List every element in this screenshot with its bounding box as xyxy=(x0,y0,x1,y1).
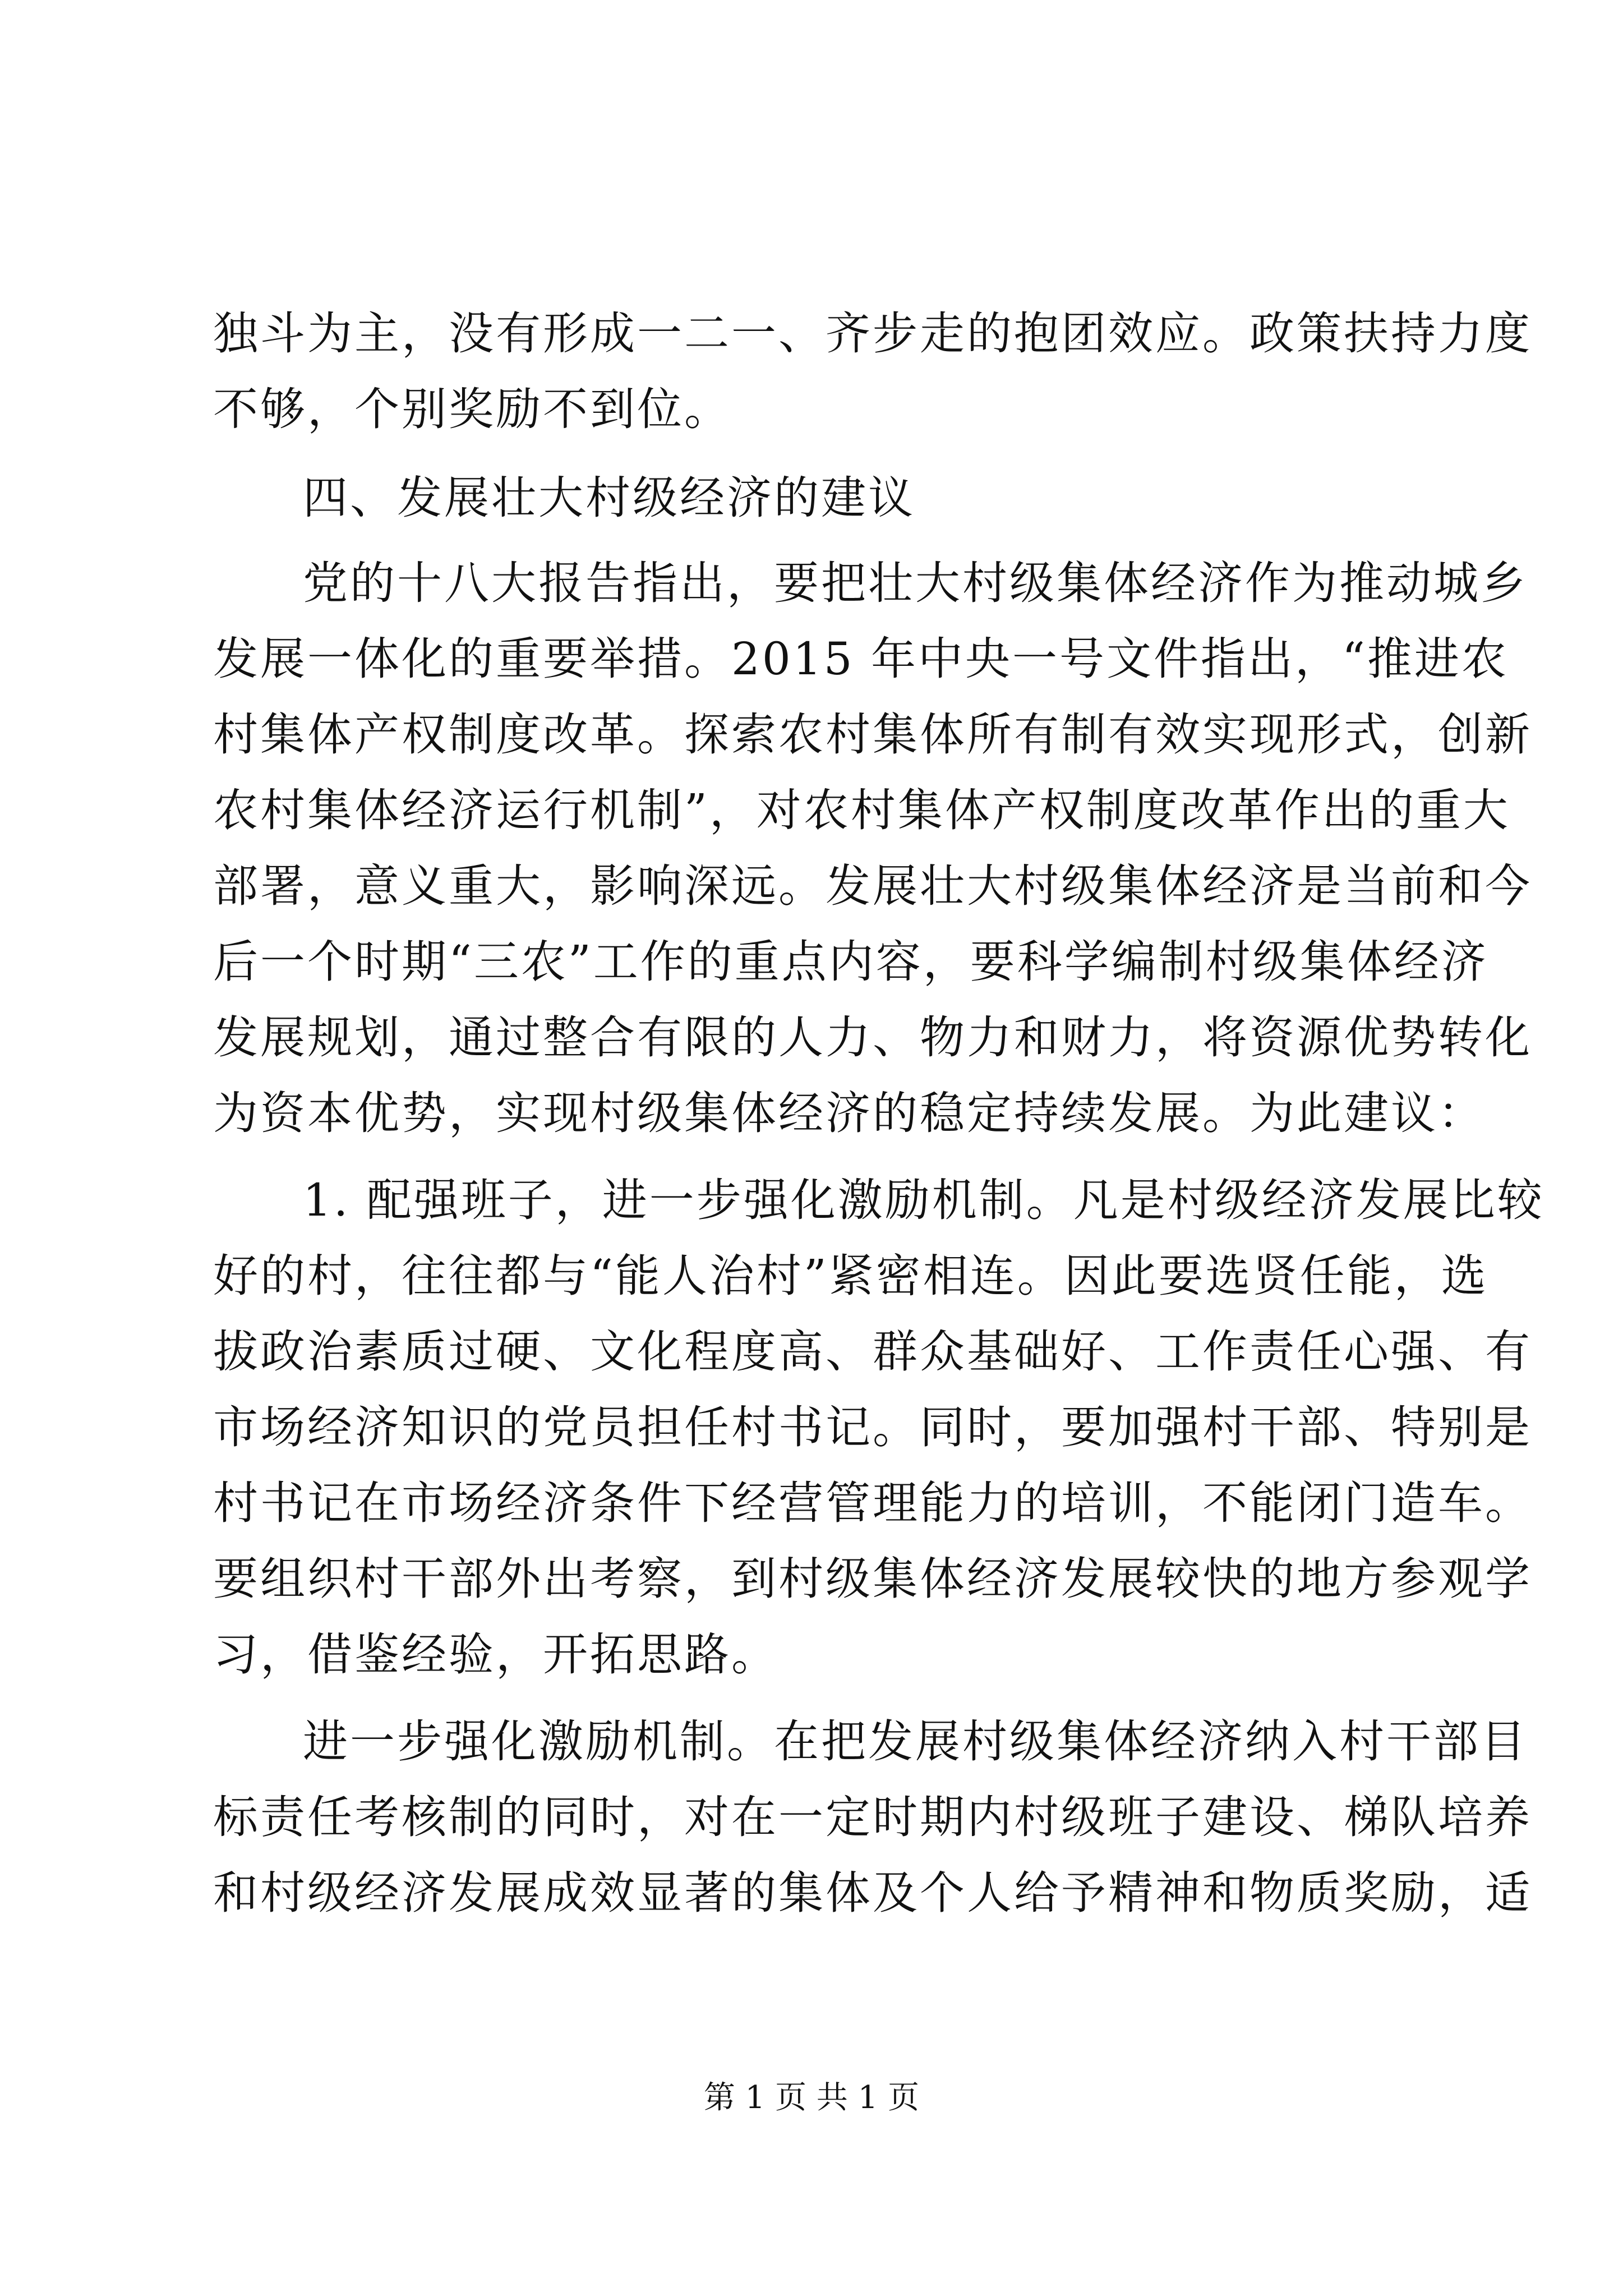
body-line-15: 市场经济知识的党员担任村书记。同时，要加强村干部、特别是 xyxy=(213,1401,1532,1453)
body-line-4: 党的十八大报告指出，要把壮大村级集体经济作为推动城乡 xyxy=(303,557,1528,609)
body-line-2: 不够，个别奖励不到位。 xyxy=(213,383,731,435)
body-line-5: 发展一体化的重要举措。2015 年中央一号文件指出，“推进农 xyxy=(213,633,1509,685)
body-line-19: 进一步强化激励机制。在把发展村级集体经济纳入村干部目 xyxy=(303,1715,1528,1768)
body-line-9: 后一个时期“三农”工作的重点内容，要科学编制村级集体经济 xyxy=(213,936,1488,988)
body-line-17: 要组织村干部外出考察，到村级集体经济发展较快的地方参观学 xyxy=(213,1553,1532,1605)
body-line-8: 部署，意义重大，影响深远。发展壮大村级集体经济是当前和今 xyxy=(213,860,1532,912)
body-line-20: 标责任考核制的同时，对在一定时期内村级班子建设、梯队培养 xyxy=(213,1791,1532,1843)
body-line-12: 1. 配强班子，进一步强化激励机制。凡是村级经济发展比较 xyxy=(303,1174,1544,1226)
section-heading: 四、发展壮大村级经济的建议 xyxy=(303,472,915,524)
body-line-11: 为资本优势，实现村级集体经济的稳定持续发展。为此建议： xyxy=(213,1087,1485,1139)
page-footer: 第 1 页 共 1 页 xyxy=(703,2079,920,2116)
body-line-21: 和村级经济发展成效显著的集体及个人给予精神和物质奖励，适 xyxy=(213,1867,1532,1919)
body-line-7: 农村集体经济运行机制”，对农村集体产权制度改革作出的重大 xyxy=(213,784,1510,836)
body-line-18: 习，借鉴经验，开拓思路。 xyxy=(213,1628,778,1681)
body-line-10: 发展规划，通过整合有限的人力、物力和财力，将资源优势转化 xyxy=(213,1011,1532,1064)
body-line-6: 村集体产权制度改革。探索农村集体所有制有效实现形式，创新 xyxy=(213,708,1532,761)
body-line-16: 村书记在市场经济条件下经营管理能力的培训，不能闭门造车。 xyxy=(213,1477,1532,1529)
body-line-1: 独斗为主，没有形成一二一、齐步走的抱团效应。政策扶持力度 xyxy=(213,307,1532,360)
body-line-14: 拔政治素质过硬、文化程度高、群众基础好、工作责任心强、有 xyxy=(213,1326,1532,1378)
body-line-13: 好的村，往往都与“能人治村”紧密相连。因此要选贤任能，选 xyxy=(213,1250,1488,1302)
